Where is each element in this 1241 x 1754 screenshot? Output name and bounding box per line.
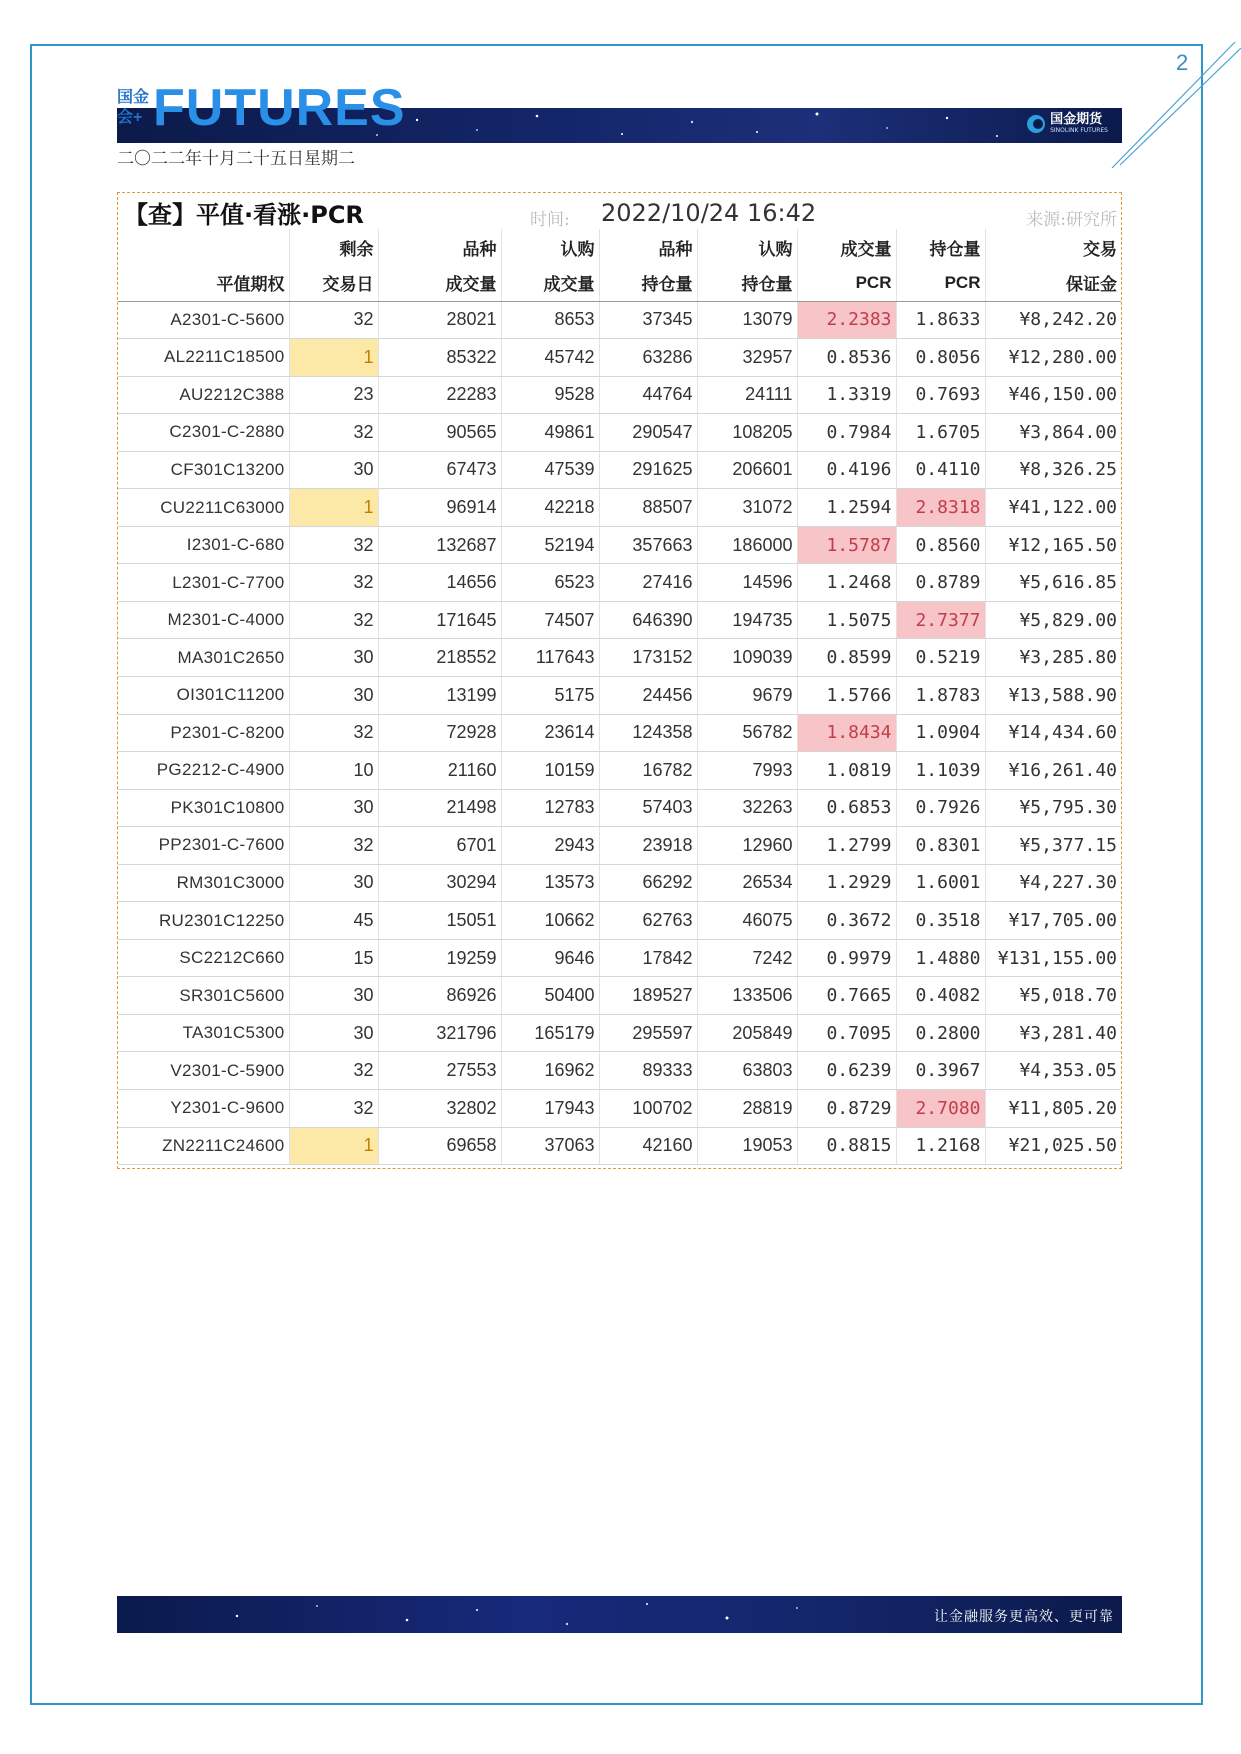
table-cell: 32 (289, 601, 378, 639)
table-cell: 1.2168 (896, 1127, 985, 1165)
table-cell: 28021 (378, 301, 501, 339)
table-cell: 1.2468 (797, 564, 896, 602)
header-bottom-6: PCR (797, 265, 896, 301)
option-name-cell: SR301C5600 (118, 977, 289, 1015)
header-top-2: 品种 (378, 229, 501, 265)
table-cell: ¥3,285.80 (985, 639, 1121, 677)
table-cell: 0.8729 (797, 1089, 896, 1127)
table-cell: 30 (289, 864, 378, 902)
table-cell: 27553 (378, 1052, 501, 1090)
table-cell: 32 (289, 827, 378, 865)
table-cell: 42218 (501, 489, 599, 527)
table-cell: 32263 (697, 789, 797, 827)
table-cell: 32 (289, 301, 378, 339)
table-cell: ¥5,795.30 (985, 789, 1121, 827)
table-cell: 0.8056 (896, 339, 985, 377)
corner-decoration (1110, 40, 1241, 170)
table-cell: ¥131,155.00 (985, 939, 1121, 977)
table-cell: 45742 (501, 339, 599, 377)
table-cell: 23918 (599, 827, 697, 865)
table-cell: 19259 (378, 939, 501, 977)
option-name-cell: SC2212C660 (118, 939, 289, 977)
table-cell: 30294 (378, 864, 501, 902)
table-cell: 69658 (378, 1127, 501, 1165)
table-cell: 46075 (697, 902, 797, 940)
table-row (118, 489, 1121, 527)
table-cell: 67473 (378, 451, 501, 489)
table-cell: 1.8434 (797, 714, 896, 752)
table-cell: ¥5,377.15 (985, 827, 1121, 865)
option-name-cell: PK301C10800 (118, 789, 289, 827)
table-cell: 1.2594 (797, 489, 896, 527)
pcr-table-panel (117, 192, 1122, 1169)
footer-slogan: 让金融服务更高效、更可靠 (934, 1609, 1114, 1625)
table-row (118, 414, 1121, 452)
header-top-6: 成交量 (797, 229, 896, 265)
option-name-cell: PG2212-C-4900 (118, 752, 289, 790)
table-cell: 124358 (599, 714, 697, 752)
table-cell: 19053 (697, 1127, 797, 1165)
option-name-cell: C2301-C-2880 (118, 414, 289, 452)
option-name-cell: A2301-C-5600 (118, 301, 289, 339)
table-cell: 108205 (697, 414, 797, 452)
header-row-bottom (118, 265, 1121, 301)
table-cell: 0.3518 (896, 902, 985, 940)
table-cell: 52194 (501, 526, 599, 564)
table-row (118, 676, 1121, 714)
table-row (118, 714, 1121, 752)
table-cell: 206601 (697, 451, 797, 489)
table-cell: ¥4,227.30 (985, 864, 1121, 902)
table-cell: 7242 (697, 939, 797, 977)
table-cell: 1.2799 (797, 827, 896, 865)
header-top-0 (118, 229, 289, 265)
table-row (118, 339, 1121, 377)
table-cell: 100702 (599, 1089, 697, 1127)
table-cell: 117643 (501, 639, 599, 677)
table-cell: 37063 (501, 1127, 599, 1165)
table-cell: 96914 (378, 489, 501, 527)
table-cell: 30 (289, 451, 378, 489)
table-cell: 21160 (378, 752, 501, 790)
table-cell: 23 (289, 376, 378, 414)
table-cell: 63286 (599, 339, 697, 377)
table-cell: 21498 (378, 789, 501, 827)
table-cell: ¥16,261.40 (985, 752, 1121, 790)
table-cell: 10 (289, 752, 378, 790)
table-cell: 1.6705 (896, 414, 985, 452)
table-cell: ¥12,280.00 (985, 339, 1121, 377)
table-cell: 62763 (599, 902, 697, 940)
table-cell: 0.3672 (797, 902, 896, 940)
table-cell: 1.8633 (896, 301, 985, 339)
time-value: 2022/10/24 16:42 (601, 199, 817, 227)
table-cell: 1.1039 (896, 752, 985, 790)
table-cell: 32957 (697, 339, 797, 377)
option-name-cell: OI301C11200 (118, 676, 289, 714)
table-cell: 194735 (697, 601, 797, 639)
table-row (118, 564, 1121, 602)
source-label: 来源:研究所 (1026, 210, 1117, 230)
table-cell: 9528 (501, 376, 599, 414)
table-cell: ¥12,165.50 (985, 526, 1121, 564)
brand-small-line2: 会+ (117, 109, 143, 126)
table-row (118, 939, 1121, 977)
option-name-cell: M2301-C-4000 (118, 601, 289, 639)
table-cell: 1 (289, 1127, 378, 1165)
option-name-cell: I2301-C-680 (118, 526, 289, 564)
header-bottom-1: 交易日 (289, 265, 378, 301)
table-row (118, 827, 1121, 865)
table-cell: 0.2800 (896, 1014, 985, 1052)
option-name-cell: L2301-C-7700 (118, 564, 289, 602)
header-bottom-3: 成交量 (501, 265, 599, 301)
table-cell: 2943 (501, 827, 599, 865)
table-cell: 295597 (599, 1014, 697, 1052)
table-cell: 1.0904 (896, 714, 985, 752)
table-cell: 30 (289, 639, 378, 677)
table-cell: 357663 (599, 526, 697, 564)
table-cell: 32 (289, 564, 378, 602)
table-row (118, 977, 1121, 1015)
table-cell: 14596 (697, 564, 797, 602)
table-cell: 49861 (501, 414, 599, 452)
report-date: 二〇二二年十月二十五日星期二 (117, 149, 355, 169)
table-cell: 2.7080 (896, 1089, 985, 1127)
table-row (118, 1052, 1121, 1090)
header-bottom-7: PCR (896, 265, 985, 301)
table-cell: 0.6853 (797, 789, 896, 827)
table-cell: 0.4082 (896, 977, 985, 1015)
table-cell: 1.6001 (896, 864, 985, 902)
table-cell: 0.8599 (797, 639, 896, 677)
table-cell: 89333 (599, 1052, 697, 1090)
table-cell: ¥5,616.85 (985, 564, 1121, 602)
table-cell: 205849 (697, 1014, 797, 1052)
option-name-cell: V2301-C-5900 (118, 1052, 289, 1090)
pcr-table (118, 229, 1121, 1165)
table-cell: 186000 (697, 526, 797, 564)
option-name-cell: AU2212C388 (118, 376, 289, 414)
header-top-7: 持仓量 (896, 229, 985, 265)
header-top-5: 认购 (697, 229, 797, 265)
table-cell: 90565 (378, 414, 501, 452)
table-cell: 0.4110 (896, 451, 985, 489)
table-cell: 32802 (378, 1089, 501, 1127)
table-cell: 0.4196 (797, 451, 896, 489)
brand-small-line1: 国金 (117, 89, 150, 106)
table-cell: 72928 (378, 714, 501, 752)
header-bottom-5: 持仓量 (697, 265, 797, 301)
table-cell: 9679 (697, 676, 797, 714)
table-cell: 1.0819 (797, 752, 896, 790)
table-cell: 15 (289, 939, 378, 977)
table-cell: 5175 (501, 676, 599, 714)
table-cell: 0.8536 (797, 339, 896, 377)
table-cell: 0.6239 (797, 1052, 896, 1090)
table-cell: 32 (289, 526, 378, 564)
logo-icon (1026, 114, 1046, 134)
table-cell: 28819 (697, 1089, 797, 1127)
table-cell: ¥14,434.60 (985, 714, 1121, 752)
option-name-cell: MA301C2650 (118, 639, 289, 677)
table-cell: 23614 (501, 714, 599, 752)
header-top-1: 剩余 (289, 229, 378, 265)
table-row (118, 376, 1121, 414)
table-cell: 0.7926 (896, 789, 985, 827)
table-cell: 86926 (378, 977, 501, 1015)
table-cell: 0.8815 (797, 1127, 896, 1165)
brand-futures: FUTURES (153, 79, 406, 137)
table-cell: 26534 (697, 864, 797, 902)
table-cell: ¥5,829.00 (985, 601, 1121, 639)
table-row (118, 1127, 1121, 1165)
table-cell: 1.5787 (797, 526, 896, 564)
option-name-cell: CU2211C63000 (118, 489, 289, 527)
table-cell: 85322 (378, 339, 501, 377)
table-cell: 32 (289, 1052, 378, 1090)
header-bottom-0: 平值期权 (118, 265, 289, 301)
table-cell: 0.7095 (797, 1014, 896, 1052)
table-cell: 32 (289, 714, 378, 752)
header-top-3: 认购 (501, 229, 599, 265)
table-cell: 22283 (378, 376, 501, 414)
table-row (118, 301, 1121, 339)
table-cell: 1.4880 (896, 939, 985, 977)
table-cell: 16962 (501, 1052, 599, 1090)
table-cell: ¥11,805.20 (985, 1089, 1121, 1127)
option-name-cell: P2301-C-8200 (118, 714, 289, 752)
table-cell: 56782 (697, 714, 797, 752)
table-cell: 0.5219 (896, 639, 985, 677)
table-cell: 42160 (599, 1127, 697, 1165)
table-cell: 132687 (378, 526, 501, 564)
table-cell: 0.8789 (896, 564, 985, 602)
table-cell: ¥8,326.25 (985, 451, 1121, 489)
table-title-row (118, 193, 1121, 228)
table-cell: 1.2929 (797, 864, 896, 902)
table-cell: 0.3967 (896, 1052, 985, 1090)
table-cell: ¥17,705.00 (985, 902, 1121, 940)
header-top-4: 品种 (599, 229, 697, 265)
table-cell: 291625 (599, 451, 697, 489)
table-cell: 12783 (501, 789, 599, 827)
table-cell: 1.5766 (797, 676, 896, 714)
header-bottom-2: 成交量 (378, 265, 501, 301)
table-cell: 173152 (599, 639, 697, 677)
table-cell: 17943 (501, 1089, 599, 1127)
page-number: 2 (1176, 50, 1189, 75)
time-label: 时间: (530, 210, 570, 230)
table-cell: 50400 (501, 977, 599, 1015)
table-cell: ¥21,025.50 (985, 1127, 1121, 1165)
table-cell: 14656 (378, 564, 501, 602)
table-cell: 7993 (697, 752, 797, 790)
table-cell: 45 (289, 902, 378, 940)
table-row (118, 1014, 1121, 1052)
table-cell: 2.2383 (797, 301, 896, 339)
table-cell: ¥41,122.00 (985, 489, 1121, 527)
table-cell: ¥3,864.00 (985, 414, 1121, 452)
table-row (118, 526, 1121, 564)
table-cell: 171645 (378, 601, 501, 639)
table-title: 【查】平值·看涨·PCR (124, 201, 364, 229)
option-name-cell: AL2211C18500 (118, 339, 289, 377)
table-row (118, 639, 1121, 677)
option-name-cell: RU2301C12250 (118, 902, 289, 940)
logo-text-cn: 国金期货 (1050, 112, 1103, 127)
table-row (118, 902, 1121, 940)
table-cell: 6701 (378, 827, 501, 865)
table-cell: 37345 (599, 301, 697, 339)
table-cell: 12960 (697, 827, 797, 865)
table-cell: 13573 (501, 864, 599, 902)
table-cell: 30 (289, 1014, 378, 1052)
brand-small (117, 88, 153, 128)
table-cell: ¥8,242.20 (985, 301, 1121, 339)
table-cell: 30 (289, 977, 378, 1015)
option-name-cell: Y2301-C-9600 (118, 1089, 289, 1127)
table-cell: 0.7984 (797, 414, 896, 452)
table-cell: 2.7377 (896, 601, 985, 639)
table-cell: 66292 (599, 864, 697, 902)
table-cell: 16782 (599, 752, 697, 790)
table-cell: 2.8318 (896, 489, 985, 527)
table-cell: 8653 (501, 301, 599, 339)
table-cell: 47539 (501, 451, 599, 489)
table-cell: ¥13,588.90 (985, 676, 1121, 714)
table-cell: 321796 (378, 1014, 501, 1052)
table-cell: 44764 (599, 376, 697, 414)
table-cell: ¥4,353.05 (985, 1052, 1121, 1090)
table-cell: 0.7665 (797, 977, 896, 1015)
table-cell: 9646 (501, 939, 599, 977)
table-cell: ¥5,018.70 (985, 977, 1121, 1015)
table-cell: 32 (289, 414, 378, 452)
table-cell: 31072 (697, 489, 797, 527)
table-cell: 165179 (501, 1014, 599, 1052)
footer-banner (117, 1596, 1122, 1633)
table-cell: 109039 (697, 639, 797, 677)
table-body (118, 301, 1121, 1165)
table-cell: 0.7693 (896, 376, 985, 414)
table-cell: 10159 (501, 752, 599, 790)
table-cell: 0.8560 (896, 526, 985, 564)
table-cell: 30 (289, 789, 378, 827)
table-cell: 15051 (378, 902, 501, 940)
header-row-top (118, 229, 1121, 265)
table-row (118, 864, 1121, 902)
table-cell: 1.5075 (797, 601, 896, 639)
table-cell: 10662 (501, 902, 599, 940)
table-cell: 133506 (697, 977, 797, 1015)
table-cell: 24111 (697, 376, 797, 414)
table-cell: 13199 (378, 676, 501, 714)
table-cell: 0.9979 (797, 939, 896, 977)
table-cell: 57403 (599, 789, 697, 827)
table-cell: 1.8783 (896, 676, 985, 714)
table-cell: 1.3319 (797, 376, 896, 414)
option-name-cell: TA301C5300 (118, 1014, 289, 1052)
table-row (118, 601, 1121, 639)
table-cell: 24456 (599, 676, 697, 714)
option-name-cell: PP2301-C-7600 (118, 827, 289, 865)
table-cell: 1 (289, 339, 378, 377)
table-cell: ¥3,281.40 (985, 1014, 1121, 1052)
table-row (118, 789, 1121, 827)
table-cell: 218552 (378, 639, 501, 677)
table-cell: 74507 (501, 601, 599, 639)
company-logo (1026, 113, 1108, 135)
header-top-8: 交易 (985, 229, 1121, 265)
table-cell: 13079 (697, 301, 797, 339)
table-row (118, 752, 1121, 790)
table-row (118, 451, 1121, 489)
table-cell: 63803 (697, 1052, 797, 1090)
table-cell: 88507 (599, 489, 697, 527)
table-cell: 189527 (599, 977, 697, 1015)
table-cell: 646390 (599, 601, 697, 639)
header-bottom-4: 持仓量 (599, 265, 697, 301)
header-bottom-8: 保证金 (985, 265, 1121, 301)
option-name-cell: ZN2211C24600 (118, 1127, 289, 1165)
table-cell: 27416 (599, 564, 697, 602)
table-cell: 290547 (599, 414, 697, 452)
table-cell: 32 (289, 1089, 378, 1127)
table-cell: 6523 (501, 564, 599, 602)
option-name-cell: CF301C13200 (118, 451, 289, 489)
logo-text-en: SINOLINK FUTURES (1050, 127, 1108, 134)
table-cell: 1 (289, 489, 378, 527)
table-cell: 0.8301 (896, 827, 985, 865)
table-cell: 30 (289, 676, 378, 714)
option-name-cell: RM301C3000 (118, 864, 289, 902)
table-row (118, 1089, 1121, 1127)
table-cell: ¥46,150.00 (985, 376, 1121, 414)
table-cell: 17842 (599, 939, 697, 977)
